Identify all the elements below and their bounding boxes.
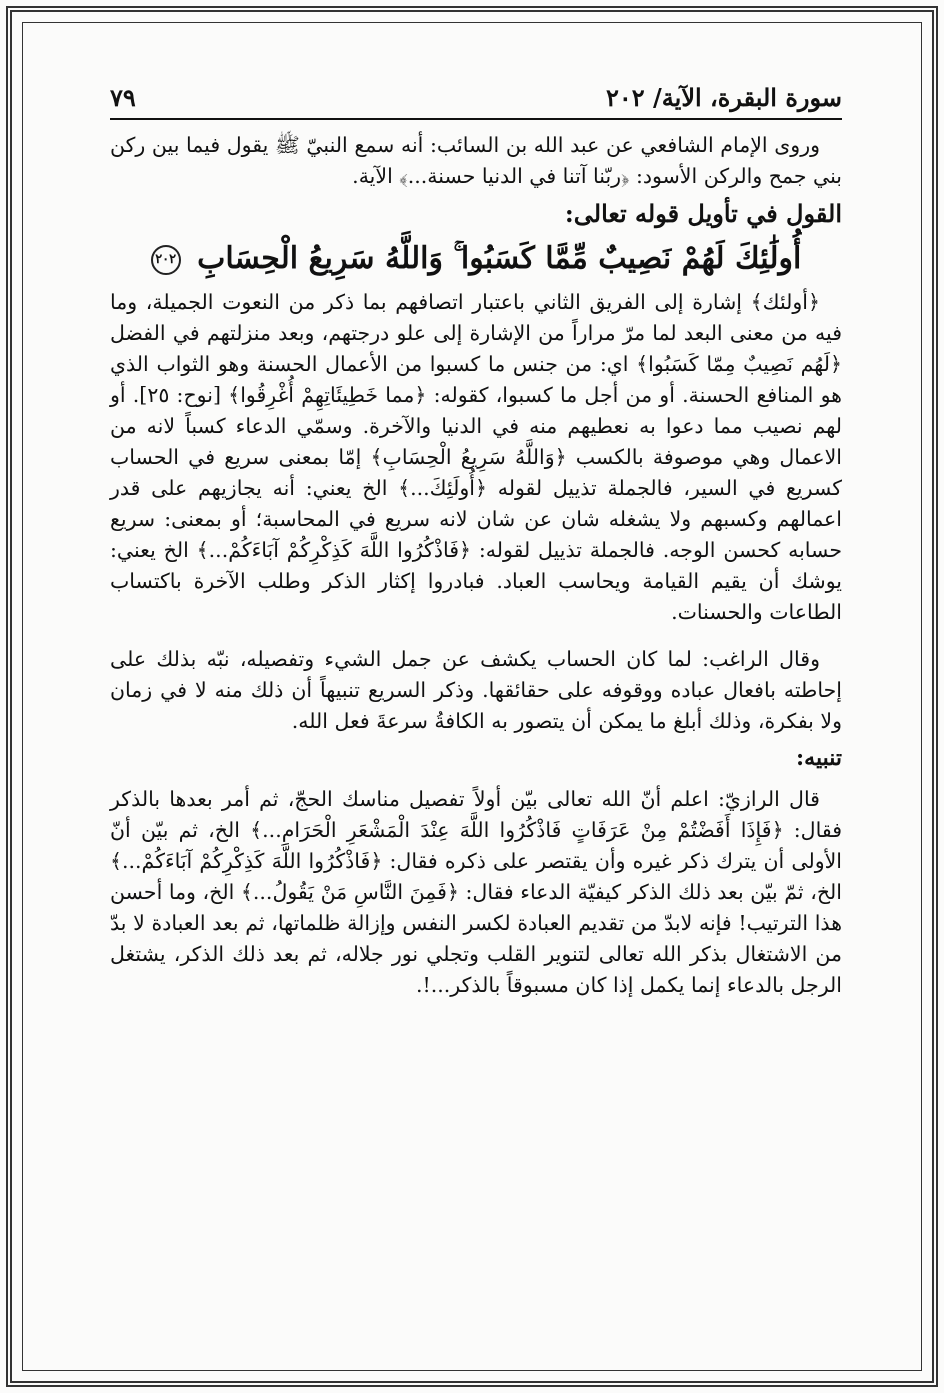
- book-page: [110, 60, 842, 1343]
- paragraph-commentary: ﴿أولئك﴾ إشارة إلى الفريق الثاني باعتبار اتصافهم بما ذكر من النعوت الجميلة، وما فيه من معنى البعد لما مرّ مراراً من الإشارة إلى علو درجتهم، وبعد منزلتهم في الفضل ﴿لَهُم نَصِيبٌ مِمّا كَسَبُوا﴾ اي: من جنس ما كسبوا من الأعمال الحسنة وهو الثواب الذي هو المنافع الحسنة. أو من أجل ما كسبوا، كقوله: ﴿مما خَطِيئَاتِهِمْ أُغْرِقُوا﴾ [نوح: ٢٥]. أو لهم نصيب مما دعوا به نعطيهم منه في الدنيا والآخرة. وسمّي الدعاء كسباً لانه من الاعمال وهي موصوفة بالكسب ﴿وَاللَّهُ سَرِيعُ الْحِسَابِ﴾ إمّا بمعنى سريع في الحساب كسريع في السير، فالجملة تذييل لقوله ﴿أُولَئِكَ...﴾ الخ يعني: أنه يجازيهم على قدر اعمالهم وكسبهم ولا يشغله شان عن شان لانه سريع في المحاسبة؛ أو بمعنى: سريع حسابه كحسن الوجه. فالجملة تذييل لقوله: ﴿فَاذْكُرُوا اللَّهَ كَذِكْرِكُمْ آبَاءَكُمْ...﴾ الخ يعني: يوشك أن يقيم القيامة ويحاسب العباد. فبادروا إكثار الذكر وطلب الآخرة باكتساب الطاعات والحسنات.: [110, 290, 842, 624]
- page-number: ٧٩: [110, 83, 136, 112]
- spacer: [110, 628, 842, 644]
- page-body: [110, 130, 842, 1001]
- paragraph-raghib: وقال الراغب: لما كان الحساب يكشف عن جمل الشيء وتفصيله، نبّه بذلك على إحاطته بافعال عباده ووقوفه على حقائقها. وذكر السريع تنبيهاً أن ذلك منه لا في زمان ولا بفكرة، وذلك أبلغ ما يمكن أن يتصور به الكافةُ سرعةَ فعل الله.: [110, 647, 842, 733]
- note-heading: تنبيه:: [796, 745, 842, 771]
- running-header: [110, 68, 842, 120]
- verse-number-badge: ٢٠٢: [151, 245, 181, 275]
- quran-verse: [110, 237, 842, 281]
- paragraph-intro: وروى الإمام الشافعي عن عبد الله بن السائب: أنه سمع النبيّ ﷺ يقول فيما بين ركن بني جمح والركن الأسود: ﴿ربّنا آتنا في الدنيا حسنة...﴾ الآية.: [110, 133, 842, 188]
- paragraph-razi: قال الرازيّ: اعلم أنّ الله تعالى بيّن أولاً تفصيل مناسك الحجّ، ثم أمر بعدها بالذكر فقال: ﴿فَإِذَا أَفَضْتُمْ مِنْ عَرَفَاتٍ فَاذْكُرُوا اللَّهَ عِنْدَ الْمَشْعَرِ الْحَرَامِ...﴾ الخ، ثم بيّن أنّ الأولى أن يترك ذكر غيره وأن يقتصر على ذكره فقال: ﴿فَاذْكُرُوا اللَّهَ كَذِكْرِكُمْ آبَاءَكُمْ...﴾ الخ، ثمّ بيّن بعد ذلك الذكر كيفيّة الدعاء فقال: ﴿فَمِنَ النَّاسِ مَنْ يَقُولُ...﴾ الخ، وما أحسن هذا الترتيب! فإنه لابدّ من تقديم العبادة لكسر النفس وإزالة ظلماتها، ثم بعد العبادة لا بدّ من الاشتغال بذكر الله تعالى لتنوير القلب وتجلي نور جلاله، ثم بعد ذلك الذكر، يشتغل الرجل بالدعاء إنما يكمل إذا كان مسبوقاً بالذكر...!.: [110, 787, 842, 997]
- section-heading: القول في تأويل قوله تعالى:: [564, 199, 842, 228]
- header-title: سورة البقرة، الآية/ ٢٠٢: [605, 83, 842, 112]
- verse-text: أُولَٰئِكَ لَهُمْ نَصِيبٌ مِّمَّا كَسَبُوا ۚ وَاللَّهُ سَرِيعُ الْحِسَابِ: [197, 241, 802, 276]
